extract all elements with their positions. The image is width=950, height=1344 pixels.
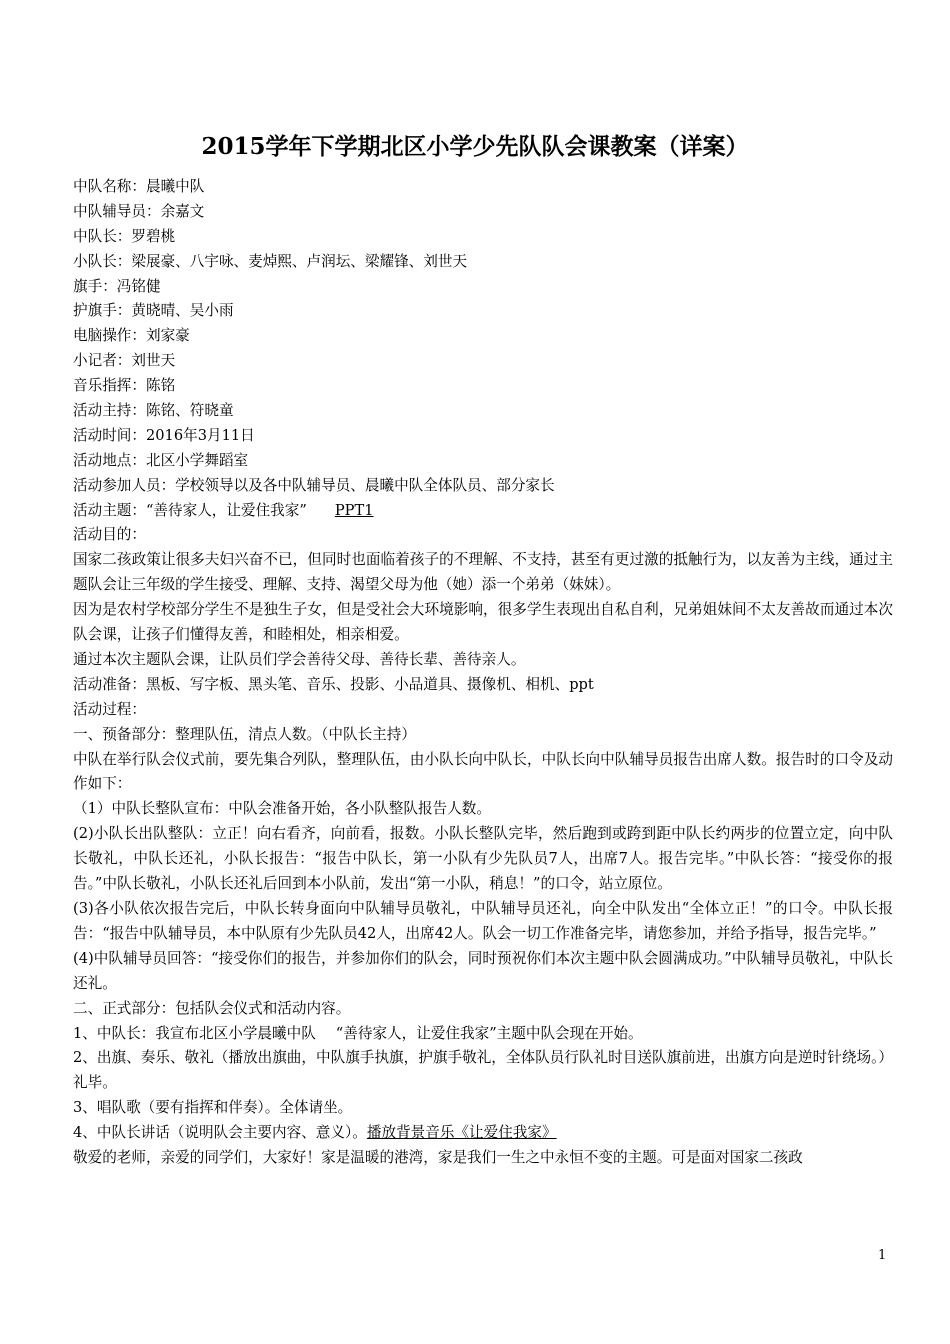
process-step-4: (4)中队辅导员回答：“接受你们的报告，并参加你们的队会，同时预祝你们本次主题中队会圆满成功。”中队辅导员敬礼，中队长还礼。 <box>73 949 893 992</box>
ppt-link[interactable]: PPT1 <box>334 501 374 519</box>
activity-time-line: 活动时间：2016年3月11日 <box>73 426 255 444</box>
item-4-text: 4、中队长讲话（说明队会主要内容、意义）。 <box>73 1124 367 1142</box>
purpose-paragraph-2: 因为是农村学校部分学生不是独生子女，但是受社会大环境影响，很多学生表现出自私自利，兄弟姐妹间不太友善故而通过本次队会课，让孩子们懂得友善，和睦相处，相亲相爱。 <box>73 601 893 644</box>
page-number: 1 <box>878 1248 887 1263</box>
page-title: 2015学年下学期北区小学少先队队会课教案（详案） <box>201 133 749 160</box>
theme-text: 活动主题：“善待家人，让爱住我家” <box>73 501 307 519</box>
activity-location-line: 活动地点：北区小学舞蹈室 <box>73 451 249 469</box>
process-step-2: (2)小队长出队整队：立正！向右看齐，向前看，报数。小队长整队完毕，然后跑到或跨到距中队长约两步的位置立定，向中队长敬礼，中队长还礼，小队长报告：“报告中队长，第一小队有少先队员7人，出席7人。报告完毕。”中队长答：“接受你的报告。”中队长敬礼，小队长还礼后回到本小队前，发出“第一小队，稍息！”的口令，站立原位。 <box>73 825 893 893</box>
team-leader-line: 中队长：罗碧桃 <box>73 227 176 245</box>
section-two-heading: 二、正式部分：包括队会仪式和活动内容。 <box>73 999 351 1017</box>
flag-guards-line: 护旗手：黄晓晴、吴小雨 <box>73 302 234 320</box>
purpose-line-3: 通过本次主题队会课，让队员们学会善待父母、善待长辈、善待亲人。 <box>73 650 526 668</box>
item-3-line: 3、唱队歌（要有指挥和伴奏）。全体请坐。 <box>73 1099 353 1117</box>
speech-first-line: 敬爱的老师，亲爱的同学们，大家好！家是温暖的港湾，家是我们一生之中永恒不变的主题。可是面对国家二孩政 <box>73 1148 803 1166</box>
process-paragraph-intro: 中队在举行队会仪式前，要先集合列队，整理队伍，由小队长向中队长，中队长向中队辅导员报告出席人数。报告时的口令及动作如下： <box>73 750 893 793</box>
computer-operator-line: 电脑操作：刘家豪 <box>73 327 190 345</box>
counselor-line: 中队辅导员：余嘉文 <box>73 202 205 220</box>
item-4-line <box>73 1121 893 1146</box>
participants-line: 活动参加人员：学校领导以及各中队辅导员、晨曦中队全体队员、部分家长 <box>73 476 555 494</box>
flag-bearer-line: 旗手：冯铭健 <box>73 277 161 295</box>
section-one-heading: 一、预备部分：整理队伍，清点人数。（中队长主持） <box>73 725 416 743</box>
process-label: 活动过程： <box>73 700 146 718</box>
music-conductor-line: 音乐指挥：陈铭 <box>73 377 176 395</box>
group-leaders-line: 小队长：梁展豪、八宇咏、麦焯熙、卢润坛、梁耀锋、刘世天 <box>73 252 468 270</box>
hosts-line: 活动主持：陈铭、符晓童 <box>73 402 234 420</box>
reporter-line: 小记者：刘世天 <box>73 352 176 370</box>
purpose-paragraph-1: 国家二孩政策让很多夫妇兴奋不已，但同时也面临着孩子的不理解、不支持，甚至有更过激的抵触行为，以友善为主线，通过主题队会让三年级的学生接受、理解、支持、渴望父母为他（她）添一个弟弟（妹妹）。 <box>73 551 893 594</box>
item-2-paragraph: 2、出旗、奏乐、敬礼（播放出旗曲，中队旗手执旗，护旗手敬礼，全体队员行队礼时目送队旗前进，出旗方向是逆时针绕场。）礼毕。 <box>73 1049 893 1092</box>
purpose-label: 活动目的： <box>73 526 146 544</box>
item-1-suffix: “善待家人，让爱住我家”主题中队会现在开始。 <box>335 1024 643 1042</box>
team-name-line: 中队名称：晨曦中队 <box>73 178 205 195</box>
item-1-line <box>73 1022 893 1047</box>
preparation-line: 活动准备：黑板、写字板、黑头笔、音乐、投影、小品道具、摄像机、相机、ppt <box>73 675 594 693</box>
process-step-3: (3)各小队依次报告完后，中队长转身面向中队辅导员敬礼，中队辅导员还礼，向全中队发出“全体立正！”的口令。中队长报告：“报告中队辅导员，本中队原有少先队员42人，出席42人。队会一切工作准备完毕，请您参加，并给予指导，报告完毕。” <box>73 899 893 942</box>
background-music-note: 播放背景音乐《让爱住我家》 <box>366 1124 557 1142</box>
theme-line <box>73 499 893 524</box>
item-1-prefix: 1、中队长：我宣布北区小学晨曦中队 <box>73 1024 316 1042</box>
document-body <box>73 175 893 1171</box>
process-step-1: （1）中队长整队宣布：中队会准备开始，各小队整队报告人数。 <box>73 800 491 818</box>
